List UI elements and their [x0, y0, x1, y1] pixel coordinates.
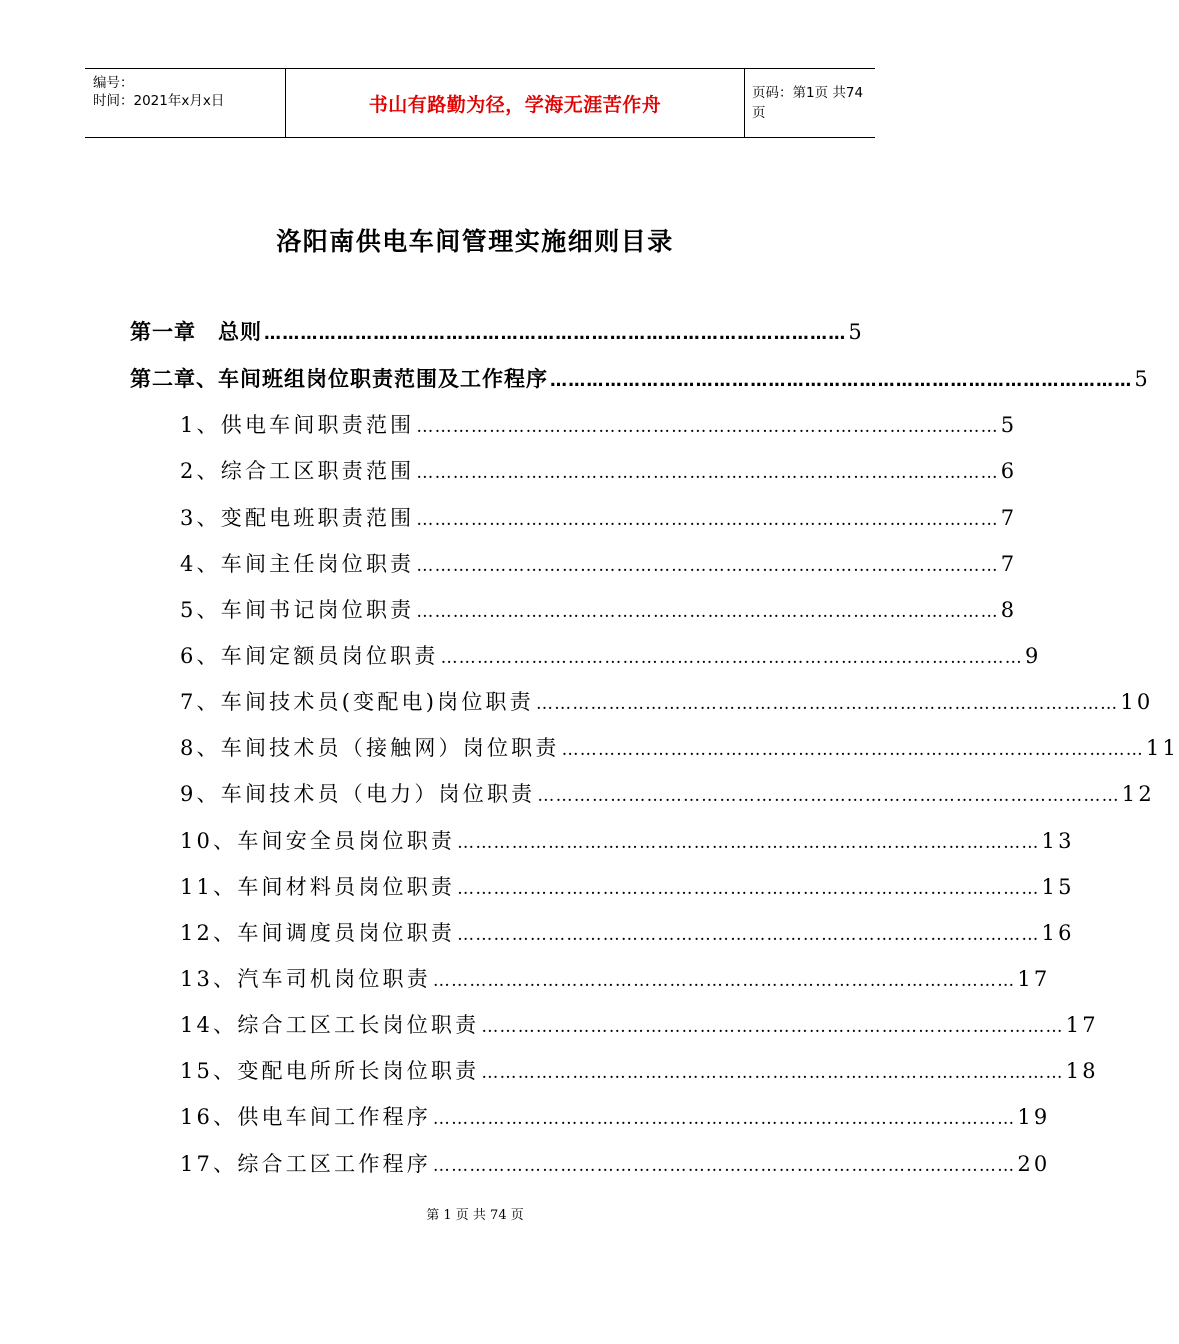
- toc-entry-text: 13、汽车司机岗位职责: [180, 967, 431, 991]
- toc-entry-page: 5: [1134, 367, 1149, 391]
- toc-entry-page: 17: [1065, 1013, 1099, 1037]
- toc-entry[interactable]: [180, 1009, 1099, 1039]
- page-footer: 第 1 页 共 74 页: [426, 1208, 524, 1223]
- toc-entry-text: 17、综合工区工作程序: [180, 1152, 431, 1176]
- toc-leader-dots: ……………………………………………………………………………………: [432, 971, 1016, 991]
- toc-entry-text: 第一章 总则: [130, 320, 262, 344]
- motto-text: 书山有路勤为径，学海无涯苦作舟: [368, 93, 662, 116]
- toc-leader-dots: ……………………………………………………………………………………: [535, 694, 1119, 714]
- toc-entry[interactable]: [180, 686, 1154, 716]
- toc-entry[interactable]: [130, 363, 1149, 393]
- doc-number-label: 编号：: [93, 75, 134, 91]
- toc-entry-text: 11、车间材料员岗位职责: [180, 875, 456, 899]
- toc-entry-page: 15: [1041, 875, 1075, 899]
- toc-entry[interactable]: [180, 1148, 1051, 1178]
- toc-leader-dots: ……………………………………………………………………………………: [432, 1109, 1016, 1129]
- toc-entry-page: 6: [1000, 459, 1018, 483]
- toc-entry-page: 18: [1065, 1059, 1099, 1083]
- toc-leader-dots: ……………………………………………………………………………………: [457, 833, 1040, 853]
- toc-entry-page: 10: [1120, 690, 1154, 714]
- toc-entry-page: 20: [1017, 1152, 1051, 1176]
- toc-leader-dots: ……………………………………………………………………………………: [550, 371, 1133, 391]
- header-page-label: 页码：第1页 共74页: [752, 85, 864, 121]
- toc-leader-dots: ……………………………………………………………………………………: [416, 602, 999, 622]
- toc-entry-text: 第二章、车间班组岗位职责范围及工作程序: [130, 367, 548, 391]
- toc-entry-text: 15、变配电所所长岗位职责: [180, 1059, 480, 1083]
- toc-leader-dots: ……………………………………………………………………………………: [457, 879, 1040, 899]
- toc-leader-dots: ……………………………………………………………………………………: [481, 1017, 1064, 1037]
- toc-entry-page: 17: [1017, 967, 1051, 991]
- toc-leader-dots: ……………………………………………………………………………………: [432, 1156, 1016, 1176]
- toc-entry[interactable]: [180, 963, 1051, 993]
- doc-time-label: 时间：2021年x月x日: [93, 93, 225, 109]
- toc-entry-text: 4、车间主任岗位职责: [180, 552, 415, 576]
- toc-leader-dots: ……………………………………………………………………………………: [537, 786, 1120, 806]
- toc-entry-text: 16、供电车间工作程序: [180, 1105, 431, 1129]
- toc-entry-text: 7、车间技术员(变配电)岗位职责: [180, 690, 534, 714]
- toc-leader-dots: ……………………………………………………………………………………: [561, 740, 1144, 760]
- toc-entry-page: 8: [1000, 598, 1018, 622]
- toc-entry[interactable]: [180, 917, 1075, 947]
- toc-leader-dots: ……………………………………………………………………………………: [264, 324, 847, 344]
- toc-entry-page: 13: [1041, 829, 1075, 853]
- toc-entry-page: 7: [1000, 552, 1018, 576]
- toc-leader-dots: ……………………………………………………………………………………: [481, 1063, 1064, 1083]
- toc-leader-dots: ……………………………………………………………………………………: [416, 417, 999, 437]
- toc-entry[interactable]: [180, 1055, 1099, 1085]
- toc-entry[interactable]: [180, 778, 1155, 808]
- toc-entry[interactable]: [180, 548, 1018, 578]
- toc-leader-dots: ……………………………………………………………………………………: [457, 925, 1040, 945]
- toc-entry-text: 5、车间书记岗位职责: [180, 598, 415, 622]
- toc-leader-dots: ……………………………………………………………………………………: [416, 463, 999, 483]
- document-title: 洛阳南供电车间管理实施细则目录: [276, 227, 674, 256]
- toc-entry-text: 8、车间技术员（接触网）岗位职责: [180, 736, 560, 760]
- toc-entry-page: 9: [1024, 644, 1042, 668]
- toc-entry[interactable]: [180, 825, 1075, 855]
- toc-entry-text: 1、供电车间职责范围: [180, 413, 415, 437]
- toc-entry[interactable]: [180, 732, 1179, 762]
- toc-entry-text: 2、综合工区职责范围: [180, 459, 415, 483]
- toc-entry-page: 12: [1121, 782, 1155, 806]
- toc-entry-page: 16: [1041, 921, 1075, 945]
- toc-entry-text: 3、变配电班职责范围: [180, 506, 415, 530]
- toc-entry[interactable]: [130, 316, 863, 346]
- toc-entry[interactable]: [180, 409, 1018, 439]
- toc-entry-page: 5: [848, 320, 863, 344]
- toc-entry[interactable]: [180, 640, 1042, 670]
- toc-entry-text: 6、车间定额员岗位职责: [180, 644, 439, 668]
- toc-leader-dots: ……………………………………………………………………………………: [416, 510, 999, 530]
- toc-entry-text: 12、车间调度员岗位职责: [180, 921, 456, 945]
- toc-entry-page: 11: [1145, 736, 1179, 760]
- toc-entry[interactable]: [180, 502, 1018, 532]
- toc-entry-text: 14、综合工区工长岗位职责: [180, 1013, 480, 1037]
- toc-entry-page: 19: [1017, 1105, 1051, 1129]
- toc-entry[interactable]: [180, 455, 1018, 485]
- toc-entry-text: 9、车间技术员（电力）岗位职责: [180, 782, 536, 806]
- toc-entry[interactable]: [180, 871, 1075, 901]
- toc-leader-dots: ……………………………………………………………………………………: [416, 556, 999, 576]
- toc-entry[interactable]: [180, 1101, 1051, 1131]
- toc-entry-text: 10、车间安全员岗位职责: [180, 829, 456, 853]
- toc-entry-page: 7: [1000, 506, 1018, 530]
- toc-entry[interactable]: [180, 594, 1018, 624]
- toc-entry-page: 5: [1000, 413, 1018, 437]
- toc-leader-dots: ……………………………………………………………………………………: [440, 648, 1023, 668]
